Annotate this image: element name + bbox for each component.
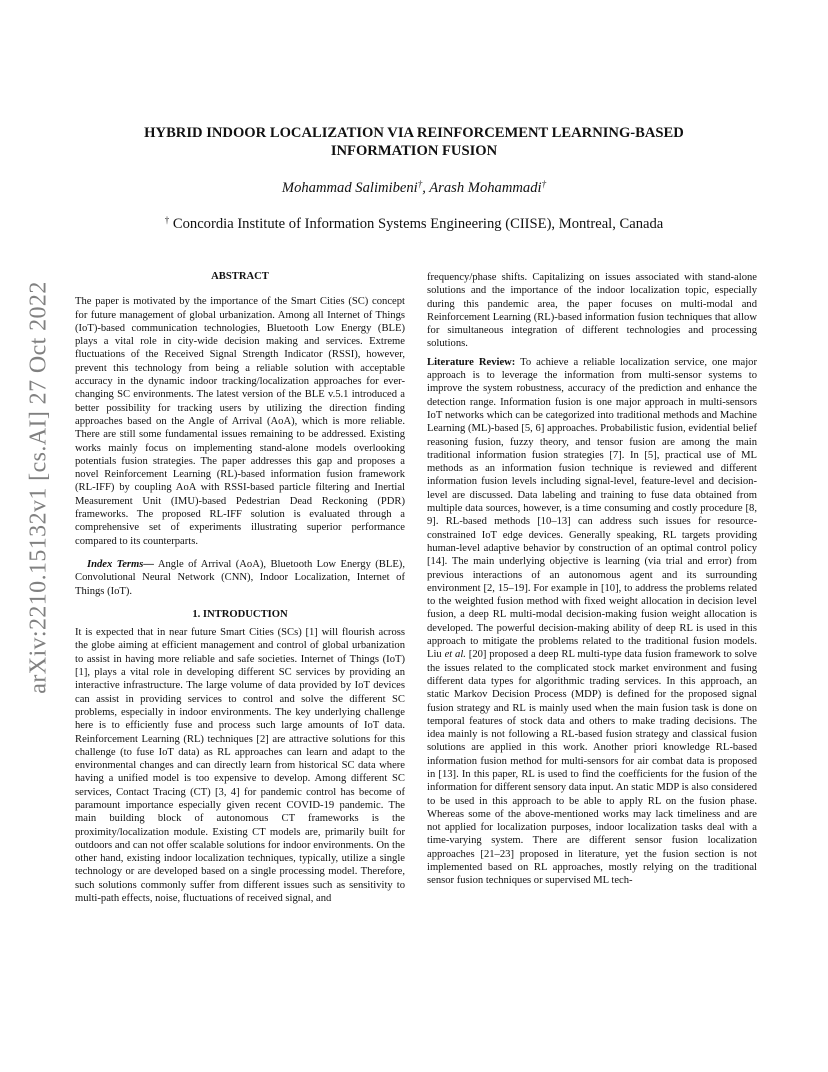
author-list (90, 180, 738, 197)
paper-title (90, 124, 738, 160)
arxiv-id-text: arXiv:2210.15132v1 [cs.AI] 27 Oct 2022 (25, 281, 52, 694)
author-2: Arash Mohammadi (429, 180, 542, 196)
literature-review-text-1: To achieve a reliable localization service, one major approach is to leverage the information from multi-sensor systems to improve the system robustness, accuracy of the prediction and enhance the detection range. Information fusion is one major approach in multi-sensors IoT networks which can be categorized into traditional methods and Machine Learning (ML)-based [5, 6] approaches. Probabilistic fusion, evidential belief reasoning fusion, fuzzy theory, and tensor fusion are among the main traditional information fusion strategies [7]. In [5], practical use of ML methods as an information fusion technique is reviewed and different information fusion levels including signal-level, feature-level and decision-level are discussed. Data labeling and training to fuse data obtained from multiple data sources, however, is a time consuming and costly procedure [8, 9]. RL-based methods [10–13] can address such issues for resource-constrained IoT edge devices. Generally speaking, RL targets providing human-level adaptive behavior by construction of an optimal control policy [14]. The main underlying objective is learning (via trial and error) from previous interactions of an autonomous agent and its surrounding environment [2, 15–19]. For example in [10], to address the problems related to the weighted fusion method with fixed weight allocation in decision level fusion, a deep RL multi-modal decision-making fusion weight allocation is developed. The powerful decision-making ability of deep RL is used in this approach to mitigate the problems related to the traditional fusion models. Liu (427, 356, 757, 661)
arxiv-identifier-stamp (14, 281, 64, 694)
introduction-continued: frequency/phase shifts. Capitalizing on issues associated with stand-alone solutions and the importance of the indoor localization topic, especially during this pandemic area, the paper focuses on multi-modal and Reinforcement Learning (RL)-based information fusion techniques that allow for simultaneous integration of different technologies and processing solutions. (427, 272, 757, 350)
abstract-body: The paper is motivated by the importance of the Smart Cities (SC) concept for future management of global urbanization. Among all Internet of Things (IoT)-based communication technologies, Bluetooth Low Energy (BLE) plays a vital role in city-wide decision making and services. Extreme fluctuations of the Received Signal Strength Indicator (RSSI), however, prevent this technology from being a reliable solution with acceptable accuracy in the dynamic indoor tracking/localization approaches for ever-changing SC environments. The latest version of the BLE v.5.1 introduced a better possibility for tracking users by utilizing the direction finding approaches based on the Angle of Arrival (AoA), which is more reliable. There are still some fundamental issues remaining to be addressed. Existing works mainly focus on implementing stand-alone models overlooking potentials fusion strategies. The paper addresses this gap and proposes a novel Reinforcement Learning (RL)-based information fusion framework (RL-IFF) by coupling AoA with RSSI-based particle filtering and Inertial Measurement Unit (IMU)-based Pedestrian Dead Reckoning (PDR) frameworks. The proposed RL-IFF solution is evaluated through a comprehensive set of experiments illustrating superior performance compared to its counterparts. (75, 296, 405, 547)
author-separator: , (422, 180, 430, 196)
author-1: Mohammad Salimibeni (281, 180, 418, 196)
index-terms-label: Index Terms— (87, 558, 154, 570)
literature-review-label: Literature Review: (427, 356, 516, 368)
affiliation-mark: † (164, 215, 170, 225)
literature-review-text-2: [20] proposed a deep RL multi-type data fusion framework to solve the issues related to the complicated stock market environment and fusing different data types for algorithmic trading services. In this approach, an static Markov Decision Process (MDP) is defined for the proposed signal fusion strategy and RL is mainly used when the main fusion task is done on temporal features of stock data and others to make trading decisions. The idea mainly is not following a RL-based fusion strategy and classical fusion solutions are applied in this work. Another priori knowledge RL-based information fusion method for multi-sensors for air combat data is proposed in [13]. In this paper, RL is used to find the coefficients for the fusion of the information for different sensory data input. An static MDP is also considered to be used in this approach to be able to apply RL on the fusion phase. Whereas some of the above-mentioned works may lack timeliness and are not applied for localization purposes, indoor localization tasks deal with a time-varying system. There are different sensor fusion localization approaches [21–23] proposed in literature, yet the fusion section is not implemented based on RL approaches, mostly relying on the traditional sensor fusion techniques or supervised ML tech- (427, 649, 757, 887)
left-column (75, 270, 405, 905)
affiliation-text: Concordia Institute of Information Systems Engineering (CIISE), Montreal, Canada (172, 216, 664, 232)
author-1-affil-mark: † (417, 179, 423, 189)
introduction-heading: 1. INTRODUCTION (192, 608, 288, 620)
introduction-body: It is expected that in near future Smart Cities (SCs) [1] will flourish across the globe aiming at efficient management and control of global urbanization to assist in having more reliable and safe societies. Internet of Things (IoT) [1], plays a vital role in developing different SC services by providing an interactive infrastructure. The large volume of data provided by IoT devices can assist in providing services to control and solve the different SC problems, especially in indoor environments. The key underlying challenge here is to efficiently fuse and process such large amounts of IoT data. Reinforcement Learning (RL) techniques [2] are attractive solutions for this challenge (to fuse IoT data) as RL approaches can learn and adapt to the environmental changes and can directly learn from historical SC data where having a unified model is too expensive to develop. Among different SC services, Contact Tracing (CT) [3, 4] for pandemic control has become of paramount importance especially given recent COVID-19 pandemic. The main building block of autonomous CT frameworks is the proximity/localization module. Existing CT models are, primarily built for outdoors and can not offer scalable solutions for indoor environments. On the other hand, existing indoor localization techniques, typically, utilize a single technology or are developed based on a single processing model. Therefore, such solutions commonly suffer from different issues such as sensitivity to multi-path effects, noise, fluctuations of received signal, and (75, 627, 405, 905)
literature-review-etal: et al. (444, 649, 466, 661)
author-2-affil-mark: † (541, 179, 547, 189)
right-column (427, 271, 757, 888)
title-line-1: HYBRID INDOOR LOCALIZATION VIA REINFORCEMENT LEARNING-BASED (144, 125, 684, 141)
index-terms (75, 558, 405, 598)
title-line-2: INFORMATION FUSION (330, 143, 498, 159)
abstract-heading: ABSTRACT (211, 271, 269, 282)
literature-review-paragraph (427, 356, 757, 888)
affiliation (90, 216, 738, 233)
index-terms-text: Angle of Arrival (AoA), Bluetooth Low Energy (BLE), Convolutional Neural Network (CNN), Indoor Localization, Internet of Things (IoT). (75, 558, 405, 597)
